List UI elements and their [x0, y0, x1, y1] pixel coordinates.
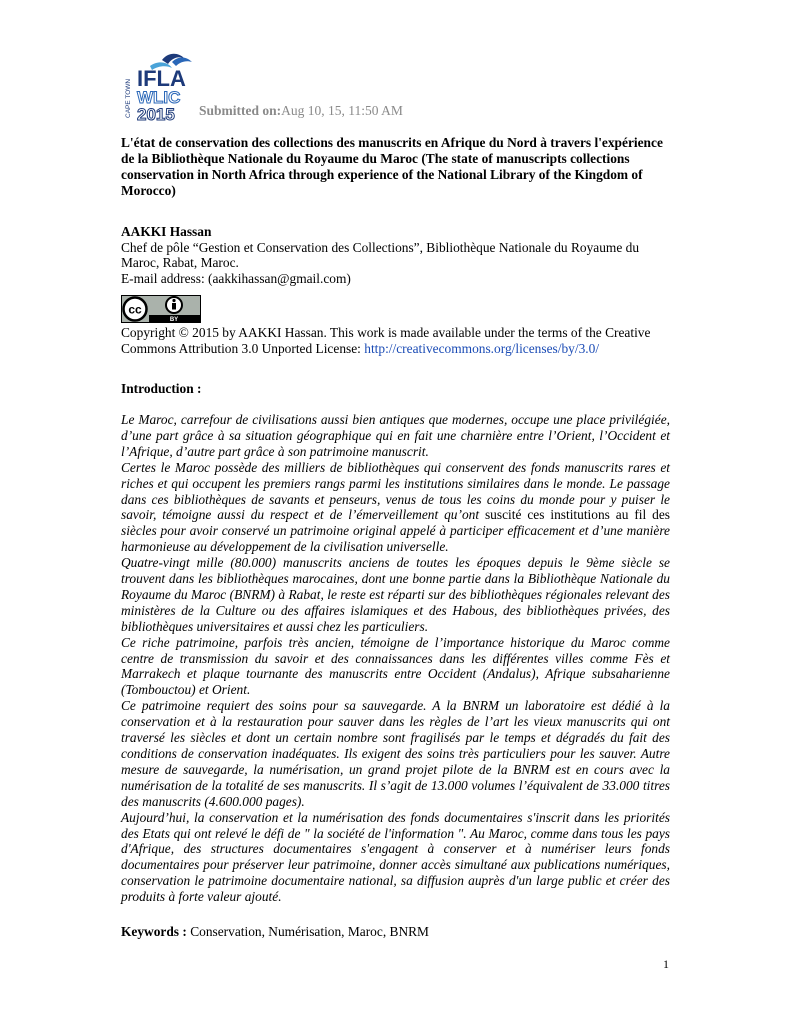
keywords-label: Keywords :	[121, 924, 187, 940]
paragraph: Aujourd’hui, la conservation et la numérisation des fonds documentaires s'inscrit dans les priorités des Etats qui ont relevé le défi de " la société de l'information ". Au Maroc, comme dans tous les pays d'Afrique, des structures documentaires s'engagent à conserver et à numériser leurs fonds documentaires pour préserver leur patrimoine, donner accès simultané aux publications numériques, conservation le patrimoine documentaire national, sa diffusion auprès d'un large public et créer des produits à forte valeur ajouté.	[121, 809, 670, 905]
paragraph-segment: Certes le Maroc possède des milliers de bibliothèques qui conservent des fonds manuscrits rares et riches et qui occupent les premiers rangs parmi les institutions similaires dans le monde. Le passage dans ces bibliothèques de savants et penseurs, venus de tous les coins du monde pour y puiser le savoir, témoigne aussi du respect et de l’émerveillement qu’ont	[121, 459, 670, 523]
submitted-label: Submitted on:	[199, 103, 282, 118]
author-email: E-mail address: (aakkihassan@gmail.com)	[121, 271, 351, 287]
copyright-text: Copyright © 2015 by AAKKI Hassan. This work is made available under the terms of the Creative Commons Attribution 3.0 Unported License:	[121, 325, 651, 357]
logo-line-ifla: IFLA	[137, 66, 186, 91]
submitted-date: Aug 10, 15, 11:50 AM	[281, 103, 403, 118]
cc-by-license-icon	[121, 295, 201, 323]
license-link[interactable]: http://creativecommons.org/licenses/by/3.0/	[364, 341, 600, 357]
paper-body	[121, 135, 670, 940]
paragraph: Ce riche patrimoine, parfois très ancien, témoigne de l’importance historique du Maroc comme centre de transmission du savoir et des connaissances dans les différentes villes comme Fès et Marrakech et plaque tournante des manuscrits entre Occident (Andalus), Afrique subsaharienne (Tombouctou) et Orient.	[121, 634, 670, 698]
author-name: AAKKI Hassan	[121, 223, 212, 239]
keywords-list: Conservation, Numérisation, Maroc, BNRM	[186, 924, 429, 940]
keywords	[121, 924, 670, 940]
logo-line-year: 2015	[137, 105, 175, 122]
paragraph: Le Maroc, carrefour de civilisations aussi bien antiques que modernes, occupe une place privilégiée, d’une part grâce à sa situation géographique qui en fait une charnière entre l’Orient, l’Occident et l’Afrique, d’autre part grâce à son patrimoine manuscrit.	[121, 411, 670, 459]
paragraph: Quatre-vingt mille (80.000) manuscrits anciens de toutes les époques depuis le 9ème siècle se trouvent dans les bibliothèques marocaines, dont une bonne partie dans la Bibliothèque Nationale du Royaume du Maroc (BNRM) à Rabat, le reste est réparti sur des bibliothèques régionales relevant des ministères de la Culture ou des affaires islamiques et des Habous, des bibliothèques privées, des bibliothèques universitaires et aussi chez les particuliers.	[121, 555, 670, 634]
author-affiliation: Chef de pôle “Gestion et Conservation des Collections”, Bibliothèque Nationale du Royaume du Maroc, Rabat, Maroc.	[121, 239, 640, 271]
introduction-heading: Introduction :	[121, 381, 202, 397]
paragraph-segment: siècles pour avoir conservé un patrimoine original appelé à participer efficacement et d’une manière harmonieuse au développement de la civilisation universelle.	[121, 523, 670, 555]
by-badge-text: BY	[169, 317, 179, 324]
logo-side-text: CAPE TOWN	[125, 78, 132, 118]
paragraph: Ce patrimoine requiert des soins pour sa sauvegarde. A la BNRM un laboratoire est dédié à la conservation et à la restauration pour sauver dans les règles de l’art les vieux manuscrits qui ont traversé les siècles et dont un certain nombre sont fragilisés par le temps et dégradés du fait des conditions de conservation inadéquates. Ils exigent des soins très particuliers pour les sauver. Autre mesure de sauvegarde, la numérisation, un grand projet pilote de la BNRM est en cours avec la numérisation de la totalité de ses manuscrits. Il s’agit de 13.000 volumes l’équivalent de 33.000 titres des manuscrits (4.600.000 pages).	[121, 698, 670, 809]
copyright-notice	[121, 325, 670, 357]
paragraph	[121, 460, 670, 555]
introduction-text	[121, 412, 670, 905]
page-number: 1	[663, 957, 669, 971]
submission-info	[199, 103, 403, 119]
logo-line-wlic: WLIC	[137, 88, 181, 107]
paragraph-segment: suscité ces institutions au fil des	[479, 507, 671, 523]
cc-badge-text: cc	[128, 302, 142, 317]
paper-title: L'état de conservation des collections des manuscrits en Afrique du Nord à travers l'expérience de la Bibliothèque Nationale du Royaume du Maroc (The state of manuscripts collections conservation in North Africa through experience of the National Library of the Kingdom of Morocco)	[121, 135, 663, 198]
ifla-wlic-logo	[122, 50, 200, 122]
